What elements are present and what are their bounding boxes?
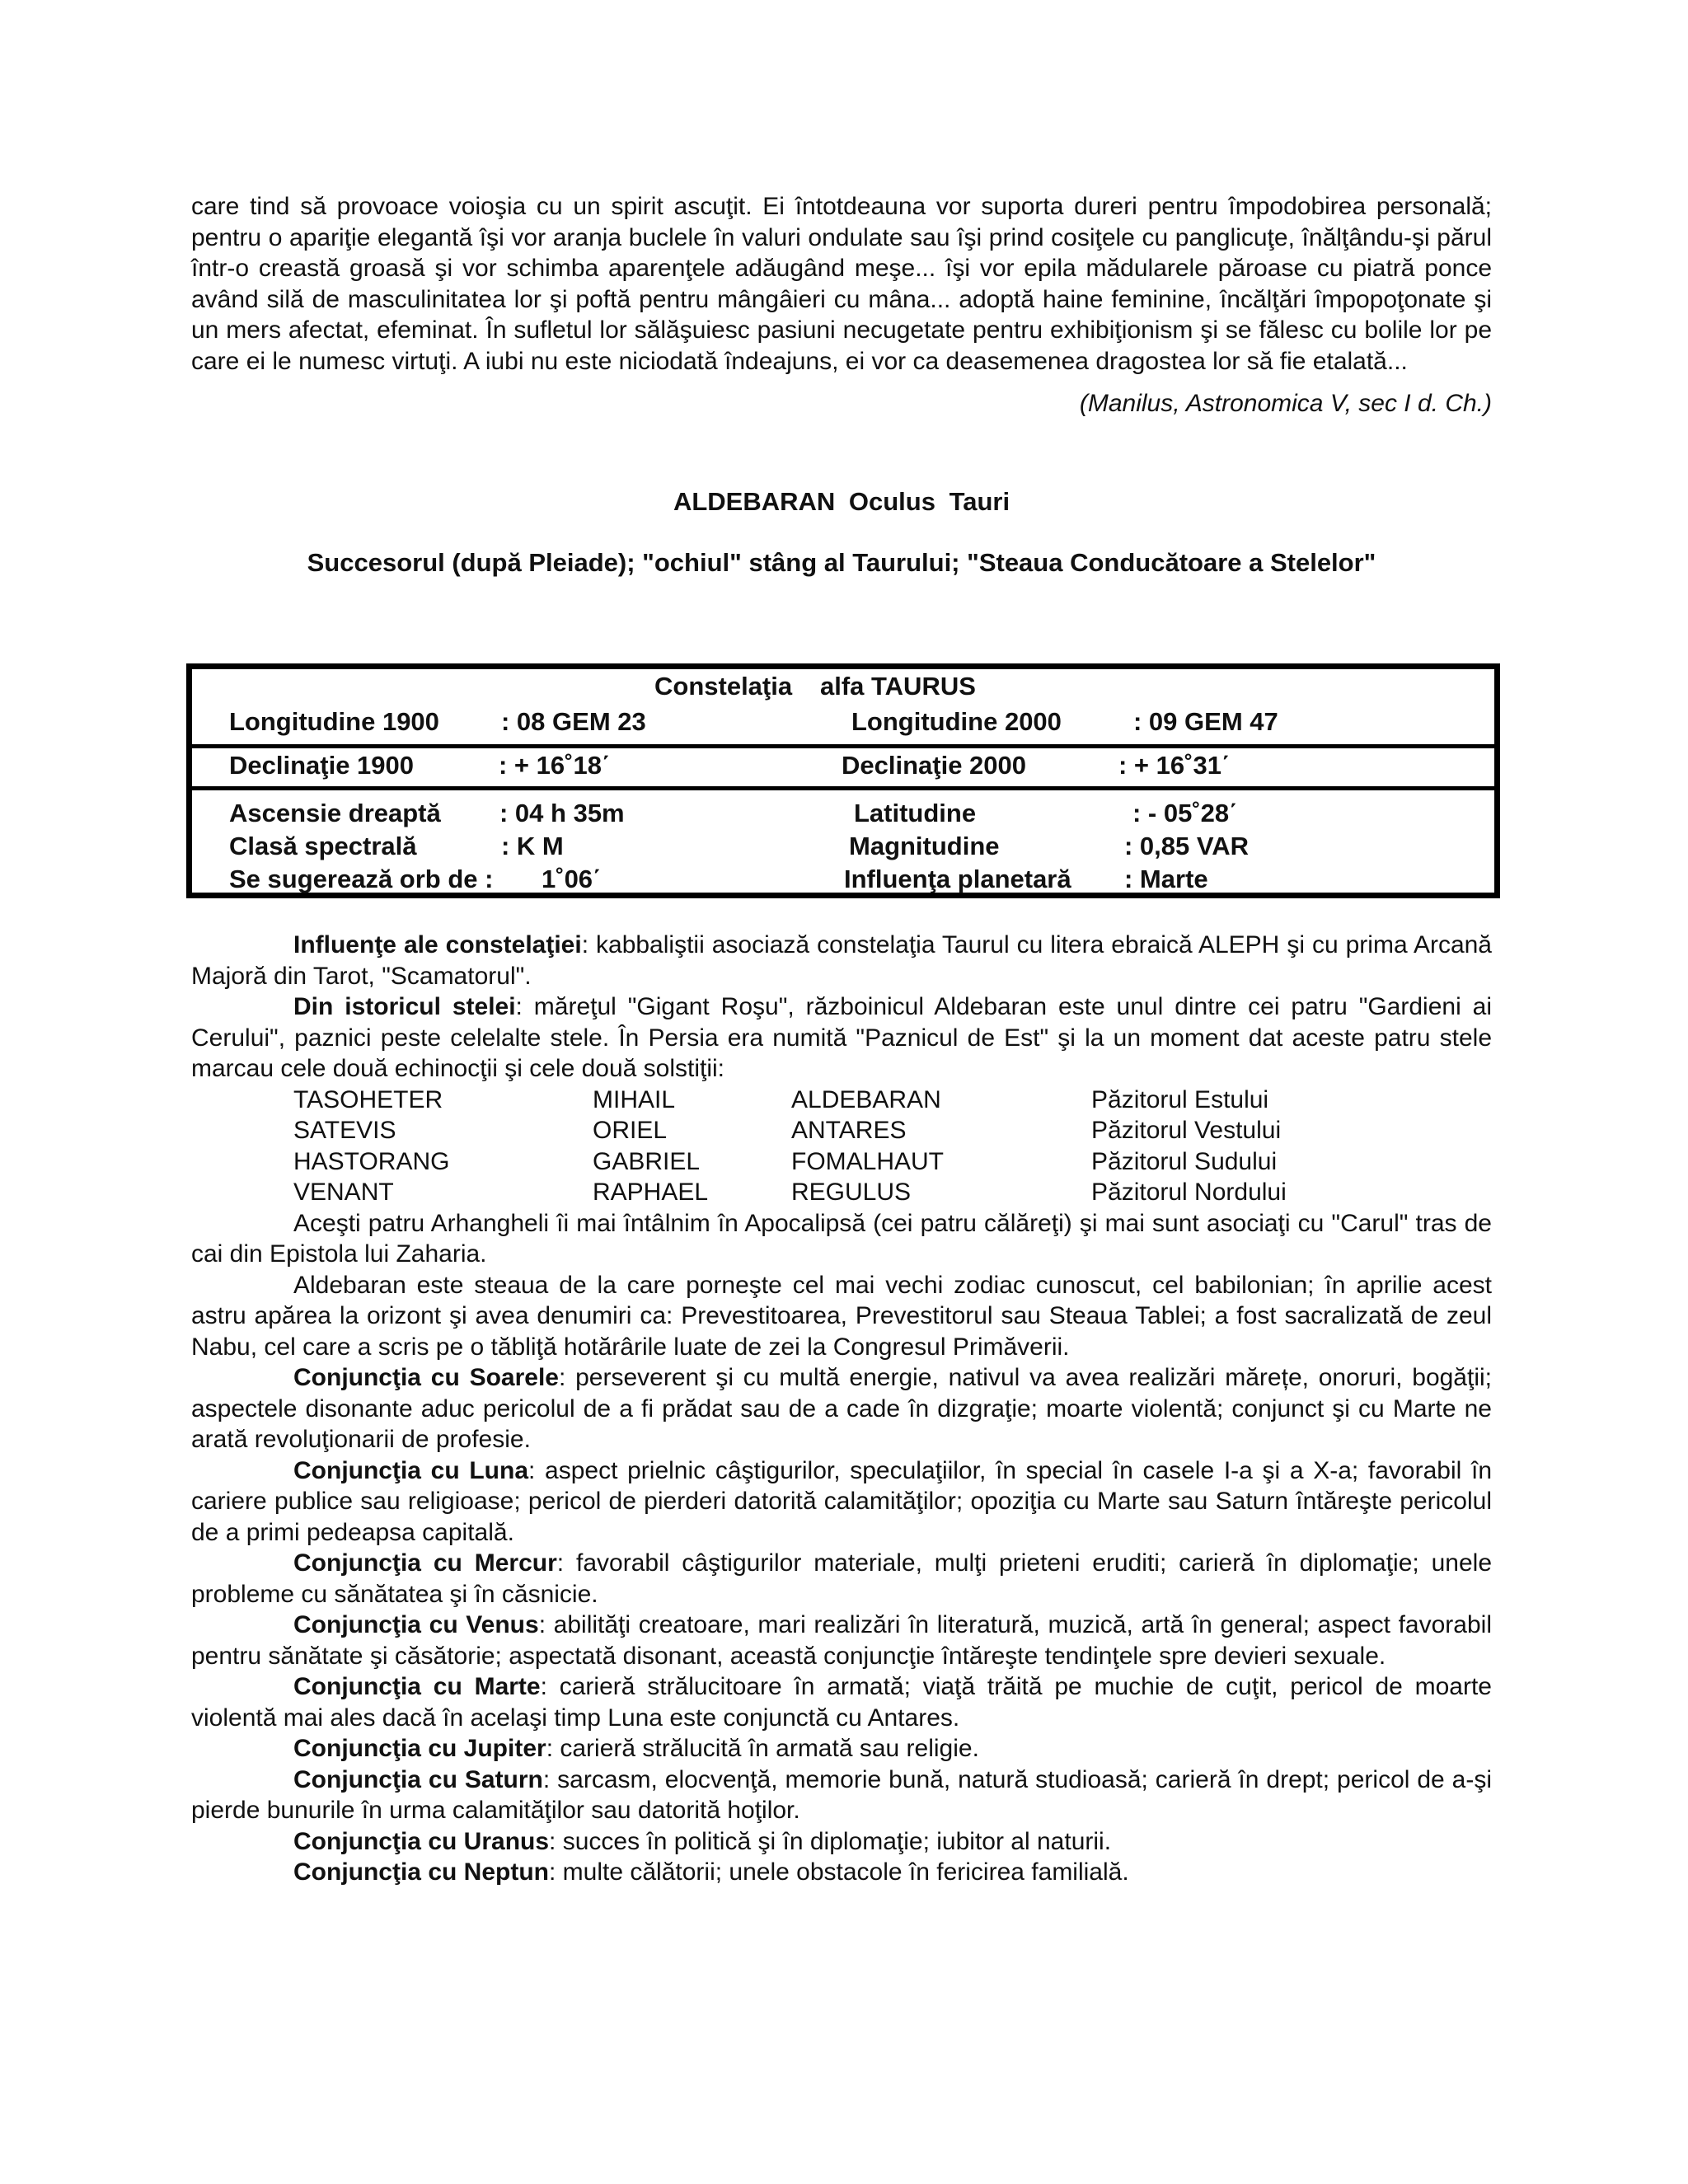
magnitude-label: Magnitudine bbox=[849, 832, 1000, 860]
conjunction-jupiter bbox=[191, 1733, 1492, 1765]
conjunction-mercury bbox=[191, 1548, 1492, 1610]
conjunction-text: : favorabil câştigurilor materiale, mulţi prieteni eruditi; carieră în diplomaţie; unele probleme cu sănătatea şi în căsnicie. bbox=[191, 1549, 1492, 1608]
ascension-value: : 04 h 35m bbox=[499, 799, 625, 827]
conjunction-venus bbox=[191, 1610, 1492, 1671]
orb-value: 1˚06΄ bbox=[542, 865, 602, 893]
box-divider-2 bbox=[192, 786, 1494, 790]
influences-paragraph bbox=[191, 930, 1492, 991]
declination-1900-value: : + 16˚18΄ bbox=[499, 751, 611, 780]
ascension-label: Ascensie dreaptă bbox=[229, 799, 441, 827]
conjunction-label: Conjuncţia cu Neptun bbox=[293, 1858, 549, 1886]
guardian-cell: GABRIEL bbox=[593, 1147, 701, 1175]
history-paragraph bbox=[191, 991, 1492, 1085]
longitude-2000-value: : 09 GEM 47 bbox=[1133, 707, 1278, 736]
conjunction-text: : abilităţi creatoare, mari realizări în literatură, muzică, artă în general; aspect favorabil pentru sănătate şi căsătorie; aspectată disonant, această conjuncţie întăreşte tendinţele spre devieri sexuale. bbox=[191, 1611, 1492, 1670]
guardian-cell: Păzitorul Sudului bbox=[1091, 1147, 1278, 1175]
guardian-cell: VENANT bbox=[293, 1179, 394, 1206]
guardian-cell: FOMALHAUT bbox=[791, 1147, 945, 1175]
body-text bbox=[191, 930, 1492, 1888]
zodiac-paragraph: Aldebaran este steaua de la care porneşte cel mai vechi zodiac cunoscut, cel babilonian; în aprilie acest astru apărea la orizont şi avea denumiri ca: Prevestitoarea, Prevestitorul sau Steaua Tablei; a fost sacralizată de zeul Nabu, cel care a scris pe o tăbliţă hotărârile luate de zei la Congresul Primăverii. bbox=[191, 1271, 1492, 1361]
conjunction-uranus bbox=[191, 1826, 1492, 1858]
guardian-cell: SATEVIS bbox=[293, 1117, 396, 1144]
constellation-label: Constelaţia bbox=[654, 672, 793, 701]
intro-paragraph: care tind să provoace voioşia cu un spirit ascuţit. Ei întotdeauna vor suporta dureri pentru împodobirea personală; pentru o apariţie elegantă îşi vor aranja buclele în valuri ondulate sau îşi prind cosiţele cu panglicuţe, înălţându-şi părul într-o creastă groasă şi vor schimba aparenţele adăugând meşe... îşi vor epila mădularele păroase cu piatră ponce având silă de masculinitatea lor şi poftă pentru mângâieri cu mâna... adoptă haine feminine, încălţări împopoţonate şi un mers afectat, efeminat. În sufletul lor sălăşuiesc pasiuni necugetate pentru exhibiţionism şi se fălesc cu bolile lor pe care ei le numesc virtuţi. A iubi nu este niciodată îndeajuns, ei vor ca deasemenea dragostea lor să fie etalată... bbox=[191, 193, 1492, 375]
declination-2000-label: Declinaţie 2000 bbox=[842, 751, 1027, 780]
conjunction-label: Conjuncţia cu Uranus bbox=[293, 1827, 550, 1855]
constellation-value: alfa TAURUS bbox=[820, 672, 976, 701]
latitude-value: : - 05˚28΄ bbox=[1132, 799, 1238, 827]
star-data-box bbox=[186, 663, 1500, 898]
guardian-cell: Păzitorul Estului bbox=[1091, 1085, 1269, 1113]
longitude-2000-label: Longitudine 2000 bbox=[851, 707, 1062, 736]
page-title: ALDEBARAN Oculus Tauri bbox=[673, 487, 1010, 516]
magnitude-value: : 0,85 VAR bbox=[1124, 832, 1250, 860]
history-text: : măreţul "Gigant Roşu", războinicul Aldebaran este unul dintre cei patru "Gardieni ai Cerului", paznici peste celelalte stele. În Persia era numită "Paznicul de Est" şi la un moment dat aceste patru stele marcau cele două echinocţii şi cele două solstiţii: bbox=[191, 993, 1492, 1082]
guardians-table bbox=[293, 1085, 1492, 1208]
latitude-label: Latitudine bbox=[854, 799, 977, 827]
conjunction-label: Conjuncţia cu Jupiter bbox=[293, 1735, 546, 1762]
conjunction-label: Conjuncţia cu Luna bbox=[293, 1456, 529, 1484]
declination-2000-value: : + 16˚31΄ bbox=[1118, 751, 1231, 780]
guardian-cell: RAPHAEL bbox=[593, 1179, 709, 1206]
longitude-1900-label: Longitudine 1900 bbox=[229, 707, 439, 736]
conjunction-sun bbox=[191, 1362, 1492, 1455]
conjunction-text: : succes în politică şi în diplomaţie; iubitor al naturii. bbox=[549, 1827, 1112, 1855]
conjunction-label: Conjuncţia cu Venus bbox=[293, 1611, 539, 1638]
conjunction-text: : aspect prielnic câştigurilor, speculaţiilor, în special în casele I-a şi a X-a; favorabil în cariere publice sau religioase; pericol de pierderi datorită calamităţilor; opoziţia cu Marte sau Saturn întăreşte pericolul de a primi pedeapsa capitală. bbox=[191, 1456, 1493, 1546]
conjunction-label: Conjuncţia cu Saturn bbox=[293, 1765, 543, 1793]
planetary-influence-value: : Marte bbox=[1124, 865, 1208, 893]
conjunction-text: : perseverent şi cu multă energie, nativul va avea realizări mărețe, onoruri, bogăţii; aspectele disonante aduc pericolul de a fi prădat sau de a cade în dizgraţie; moarte violentă; conjunct şi cu Marte ne arată revoluţionarii de profesie. bbox=[191, 1364, 1492, 1453]
conjunction-mars bbox=[191, 1671, 1492, 1733]
guardian-cell: TASOHETER bbox=[293, 1085, 443, 1113]
conjunction-saturn bbox=[191, 1765, 1492, 1826]
declination-1900-label: Declinaţie 1900 bbox=[229, 751, 415, 780]
guardian-cell: ANTARES bbox=[791, 1117, 907, 1144]
conjunction-label: Conjuncţia cu Mercur bbox=[293, 1549, 557, 1577]
conjunction-neptune bbox=[191, 1857, 1492, 1888]
guardian-cell: MIHAIL bbox=[593, 1085, 676, 1113]
box-divider-1 bbox=[192, 744, 1494, 748]
guardian-cell: ALDEBARAN bbox=[791, 1085, 941, 1113]
spectral-class-label: Clasă spectrală bbox=[229, 832, 417, 860]
conjunction-text: : carieră strălucită în armată sau religie. bbox=[546, 1735, 979, 1762]
guardian-cell: ORIEL bbox=[593, 1117, 668, 1144]
conjunction-text: : sarcasm, elocvenţă, memorie bună, natură studioasă; carieră în drept; pericol de a-şi pierde bunurile în urma calamităţilor sau datorită hoţilor. bbox=[191, 1765, 1492, 1824]
influences-text: : kabbaliştii asociază constelaţia Taurul cu litera ebraică ALEPH şi cu prima Arcană Majoră din Tarot, "Scamatorul". bbox=[191, 931, 1492, 990]
conjunction-text: : carieră strălucitoare în armată; viaţă trăită pe muchie de cuţit, pericol de moarte violentă mai ales dacă în acelaşi timp Luna este conjunctă cu Antares. bbox=[191, 1673, 1492, 1732]
conjunction-moon bbox=[191, 1455, 1492, 1549]
conjunction-label: Conjuncţia cu Marte bbox=[293, 1673, 541, 1700]
guardian-cell: Păzitorul Nordului bbox=[1091, 1179, 1287, 1206]
guardian-cell: Păzitorul Vestului bbox=[1091, 1117, 1282, 1144]
orb-label: Se sugerează orb de : bbox=[229, 865, 494, 893]
page-subtitle: Succesorul (după Pleiade); "ochiul" stâng al Taurului; "Steaua Conducătoare a Stelelor" bbox=[307, 548, 1376, 577]
spectral-class-value: : K M bbox=[501, 832, 564, 860]
page-header-region bbox=[191, 191, 1492, 578]
longitude-1900-value: : 08 GEM 23 bbox=[501, 707, 646, 736]
conjunction-text: : multe călătorii; unele obstacole în fericirea familială. bbox=[549, 1858, 1129, 1886]
guardian-cell: HASTORANG bbox=[293, 1147, 450, 1175]
history-label: Din istoricul stelei bbox=[293, 993, 516, 1020]
conjunction-label: Conjuncţia cu Soarele bbox=[293, 1364, 559, 1391]
influences-label: Influenţe ale constelaţiei bbox=[293, 931, 582, 958]
guardian-cell: REGULUS bbox=[791, 1179, 912, 1206]
planetary-influence-label: Influenţa planetară bbox=[844, 865, 1071, 893]
archangels-paragraph: Aceşti patru Arhangheli îi mai întâlnim în Apocalipsă (cei patru călăreţi) şi mai sunt asociaţi cu "Carul" tras de cai din Epistola lui Zaharia. bbox=[191, 1209, 1492, 1268]
citation: (Manilus, Astronomica V, sec I d. Ch.) bbox=[1079, 390, 1492, 417]
